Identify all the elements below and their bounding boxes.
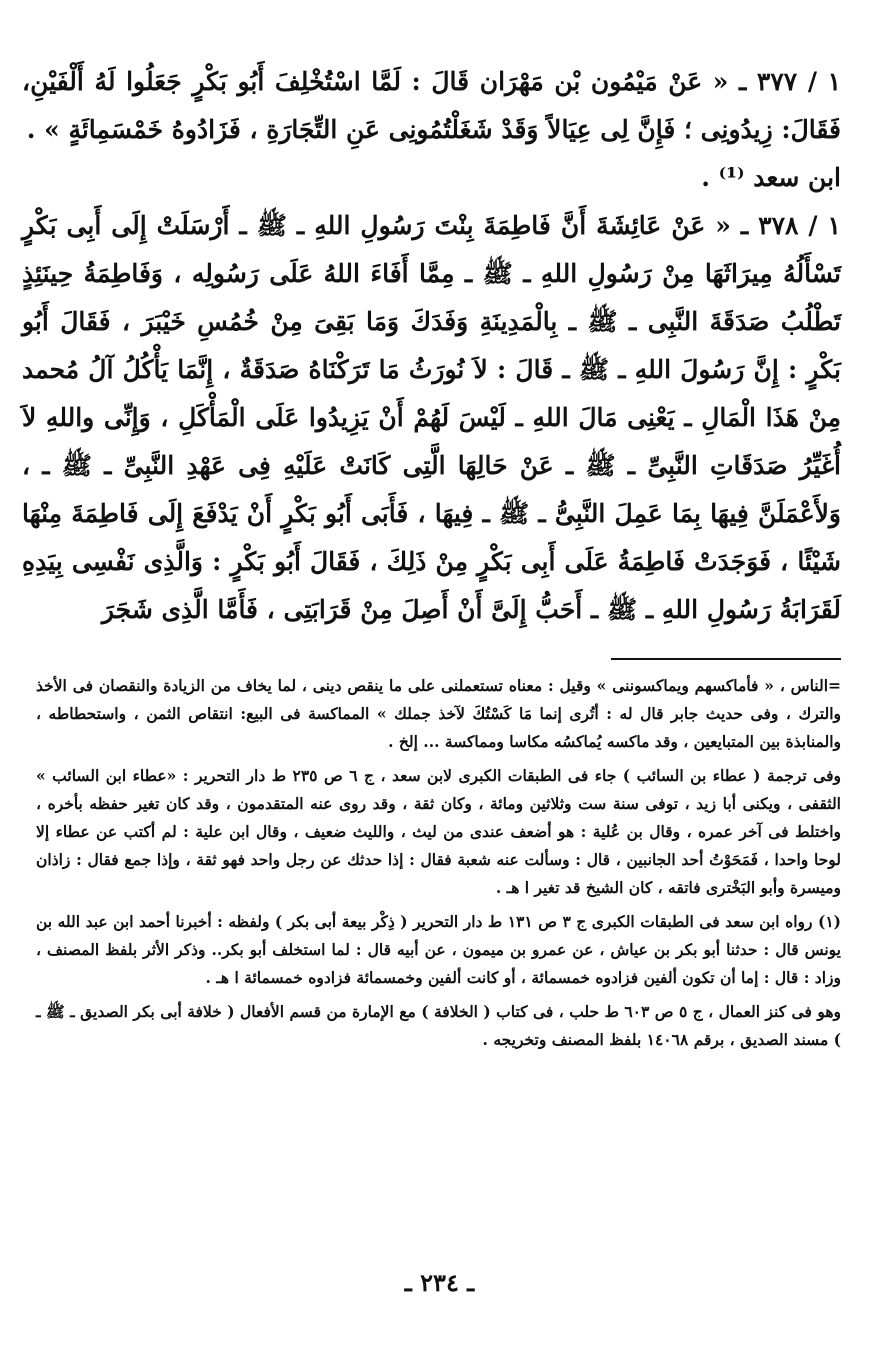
page-number: ـ ٢٣٤ ـ [404, 1268, 475, 1297]
main-text [22, 58, 841, 634]
footnote-1: (١) رواه ابن سعد فى الطبقات الكبرى ج ٣ ص ١٣١ ط دار التحرير ( ذِكْر بيعة أبى بكر ) ولفظه : أخبرنا أحمد ابن عبد الله بن يونس قال : حدثنا أبو بكر بن عياش ، عن عمرو بن ميمون ، عن أبيه قال : لما استخلف أبو بكر.. وذكر الأثر بلفظ المصنف ، وزاد : قال : إما أن تكون ألفين فزادوه خمسمائة ، أو كانت ألفين وخمسمائة فزادوه خمسمائة ا هـ . [36, 912, 841, 987]
footnote-separator [611, 658, 841, 660]
hadith-378: ١ / ٣٧٨ ـ « عَنْ عَائِشَةَ أَنَّ فَاطِمَةَ بِنْتَ رَسُولِ اللهِ ـ ﷺ ـ أَرْسَلَتْ إِلَى أَبِى بَكْرٍ تَسْأَلُهُ مِيرَاثَهَا مِنْ رَسُولِ اللهِ ـ ﷺ ـ مِمَّا أَفَاءَ اللهُ عَلَى رَسُولِه ، وَفَاطِمَةُ حِينَئِذٍ تَطْلُبُ صَدَقَةَ النَّبِى ـ ﷺ ـ بِالْمَدِينَةِ وَفَدَكَ وَمَا بَقِىَ مِنْ خُمُسِ خَيْبَرَ ، فَقَالَ أَبُو بَكْرٍ : إِنَّ رَسُولَ اللهِ ـ ﷺ ـ قَالَ : لاَ نُورَثُ مَا تَرَكْنَاهُ صَدَقَةٌ ، إِنَّمَا يَأْكُلُ آلُ مُحمد مِنْ هَذَا الْمَالِ ـ يَعْنِى مَالَ اللهِ ـ لَيْسَ لَهُمْ أَنْ يَزِيدُوا عَلَى الْمَأْكَلِ ، وَإِنِّى واللهِ لاَ أُغَيِّرُ صَدَقَاتِ النَّبِىِّ ـ ﷺ ـ عَنْ حَالِهَا الَّتِى كَانَتْ عَلَيْهِ فِى عَهْدِ النَّبِىِّ ـ ﷺ ـ ، وَلأَعْمَلَنَّ فِيهَا بِمَا عَمِلَ النَّبِىُّ ـ ﷺ ـ فِيهَا ، فَأَبَى أَبُو بَكْرٍ أَنْ يَدْفَعَ إِلَى فَاطِمَةَ مِنْهَا شَيْئًا ، فَوَجَدَتْ فَاطِمَةُ عَلَى أَبِى بَكْرٍ مِنْ ذَلِكَ ، فَقَالَ أَبُو بَكْرٍ : وَالَّذِى نَفْسِى بِيَدِهِ لَقَرَابَةُ رَسُولِ اللهِ ـ ﷺ ـ أَحَبُّ إِلَىَّ أَنْ أَصِلَ مِنْ قَرَابَتِى ، فَأَمَّا الَّذِى شَجَرَ [22, 211, 841, 624]
footnote-continued: =الناس ، « فأماكسهم ويماكسوننى » وقيل : معناه تستعملنى على ما ينقص دينى ، لما يخاف من الزيادة والنقصان فى الأخذ والترك ، وفى حديث جابر قال له : أتُرى إنما مَا كَسْتُكَ لآخذ جملك » المماكسة فى البيع: انتقاص الثمن ، واستحطاطه ، والمنابذة بين المتبايعين ، وقد ماكسه يُماكسُه مكاسا ومماكسة ... إلخ . [36, 676, 841, 751]
hadith-377-source: ابن سعد ⁽¹⁾ . [701, 163, 841, 192]
footnotes [36, 672, 841, 1060]
hadith-377: ١ / ٣٧٧ ـ « عَنْ مَيْمُون بْن مَهْرَان قَالَ : لَمَّا اسْتُخْلِفَ أَبُو بَكْرٍ جَعَلُوا لَهُ أَلْفَيْنِ، فَقَالَ: زِيدُونِى ؛ فَإِنَّ لِى عِيَالاً وَقَدْ شَغَلْتُمُونِى عَنِ التِّجَارَةِ ، فَزَادُوهُ خَمْسَمِائَةٍ » . [22, 67, 841, 144]
footnote-biography: وفى ترجمة ( عطاء بن السائب ) جاء فى الطبقات الكبرى لابن سعد ، ج ٦ ص ٢٣٥ ط دار التحرير : «عطاء ابن السائب » الثقفى ، ويكنى أبا زيد ، توفى سنة ست وثلاثين ومائة ، وكان ثقة ، وقد روى عنه المتقدمون ، وقد كان تغير حفظه بأخره ، واختلط فى آخر عمره ، وقال بن عُلية : هو أضعف عندى من ليث ، والليث ضعيف ، وقال ابن علية : لم أكتب عن عطاء إلا لوحا واحدا ، فَمَحَوْتُ أحد الجانبين ، قال : وسألت عنه شعبة فقال : إذا حدثك عن رجل واحد فهو ثقة ، وإذا جمع فقال : زاذان وميسرة وأبو البَخْترى فاتقه ، كان الشيخ قد تغير ا هـ . [36, 766, 841, 897]
footnote-1-extra: وهو فى كنز العمال ، ج ٥ ص ٦٠٣ ط حلب ، فى كتاب ( الخلافة ) مع الإمارة من قسم الأفعال ( خلافة أبى بكر الصديق ـ ﷺ ـ ) مسند الصديق ، برقم ١٤٠٦٨ بلفظ المصنف وتخريجه . [36, 1002, 841, 1049]
